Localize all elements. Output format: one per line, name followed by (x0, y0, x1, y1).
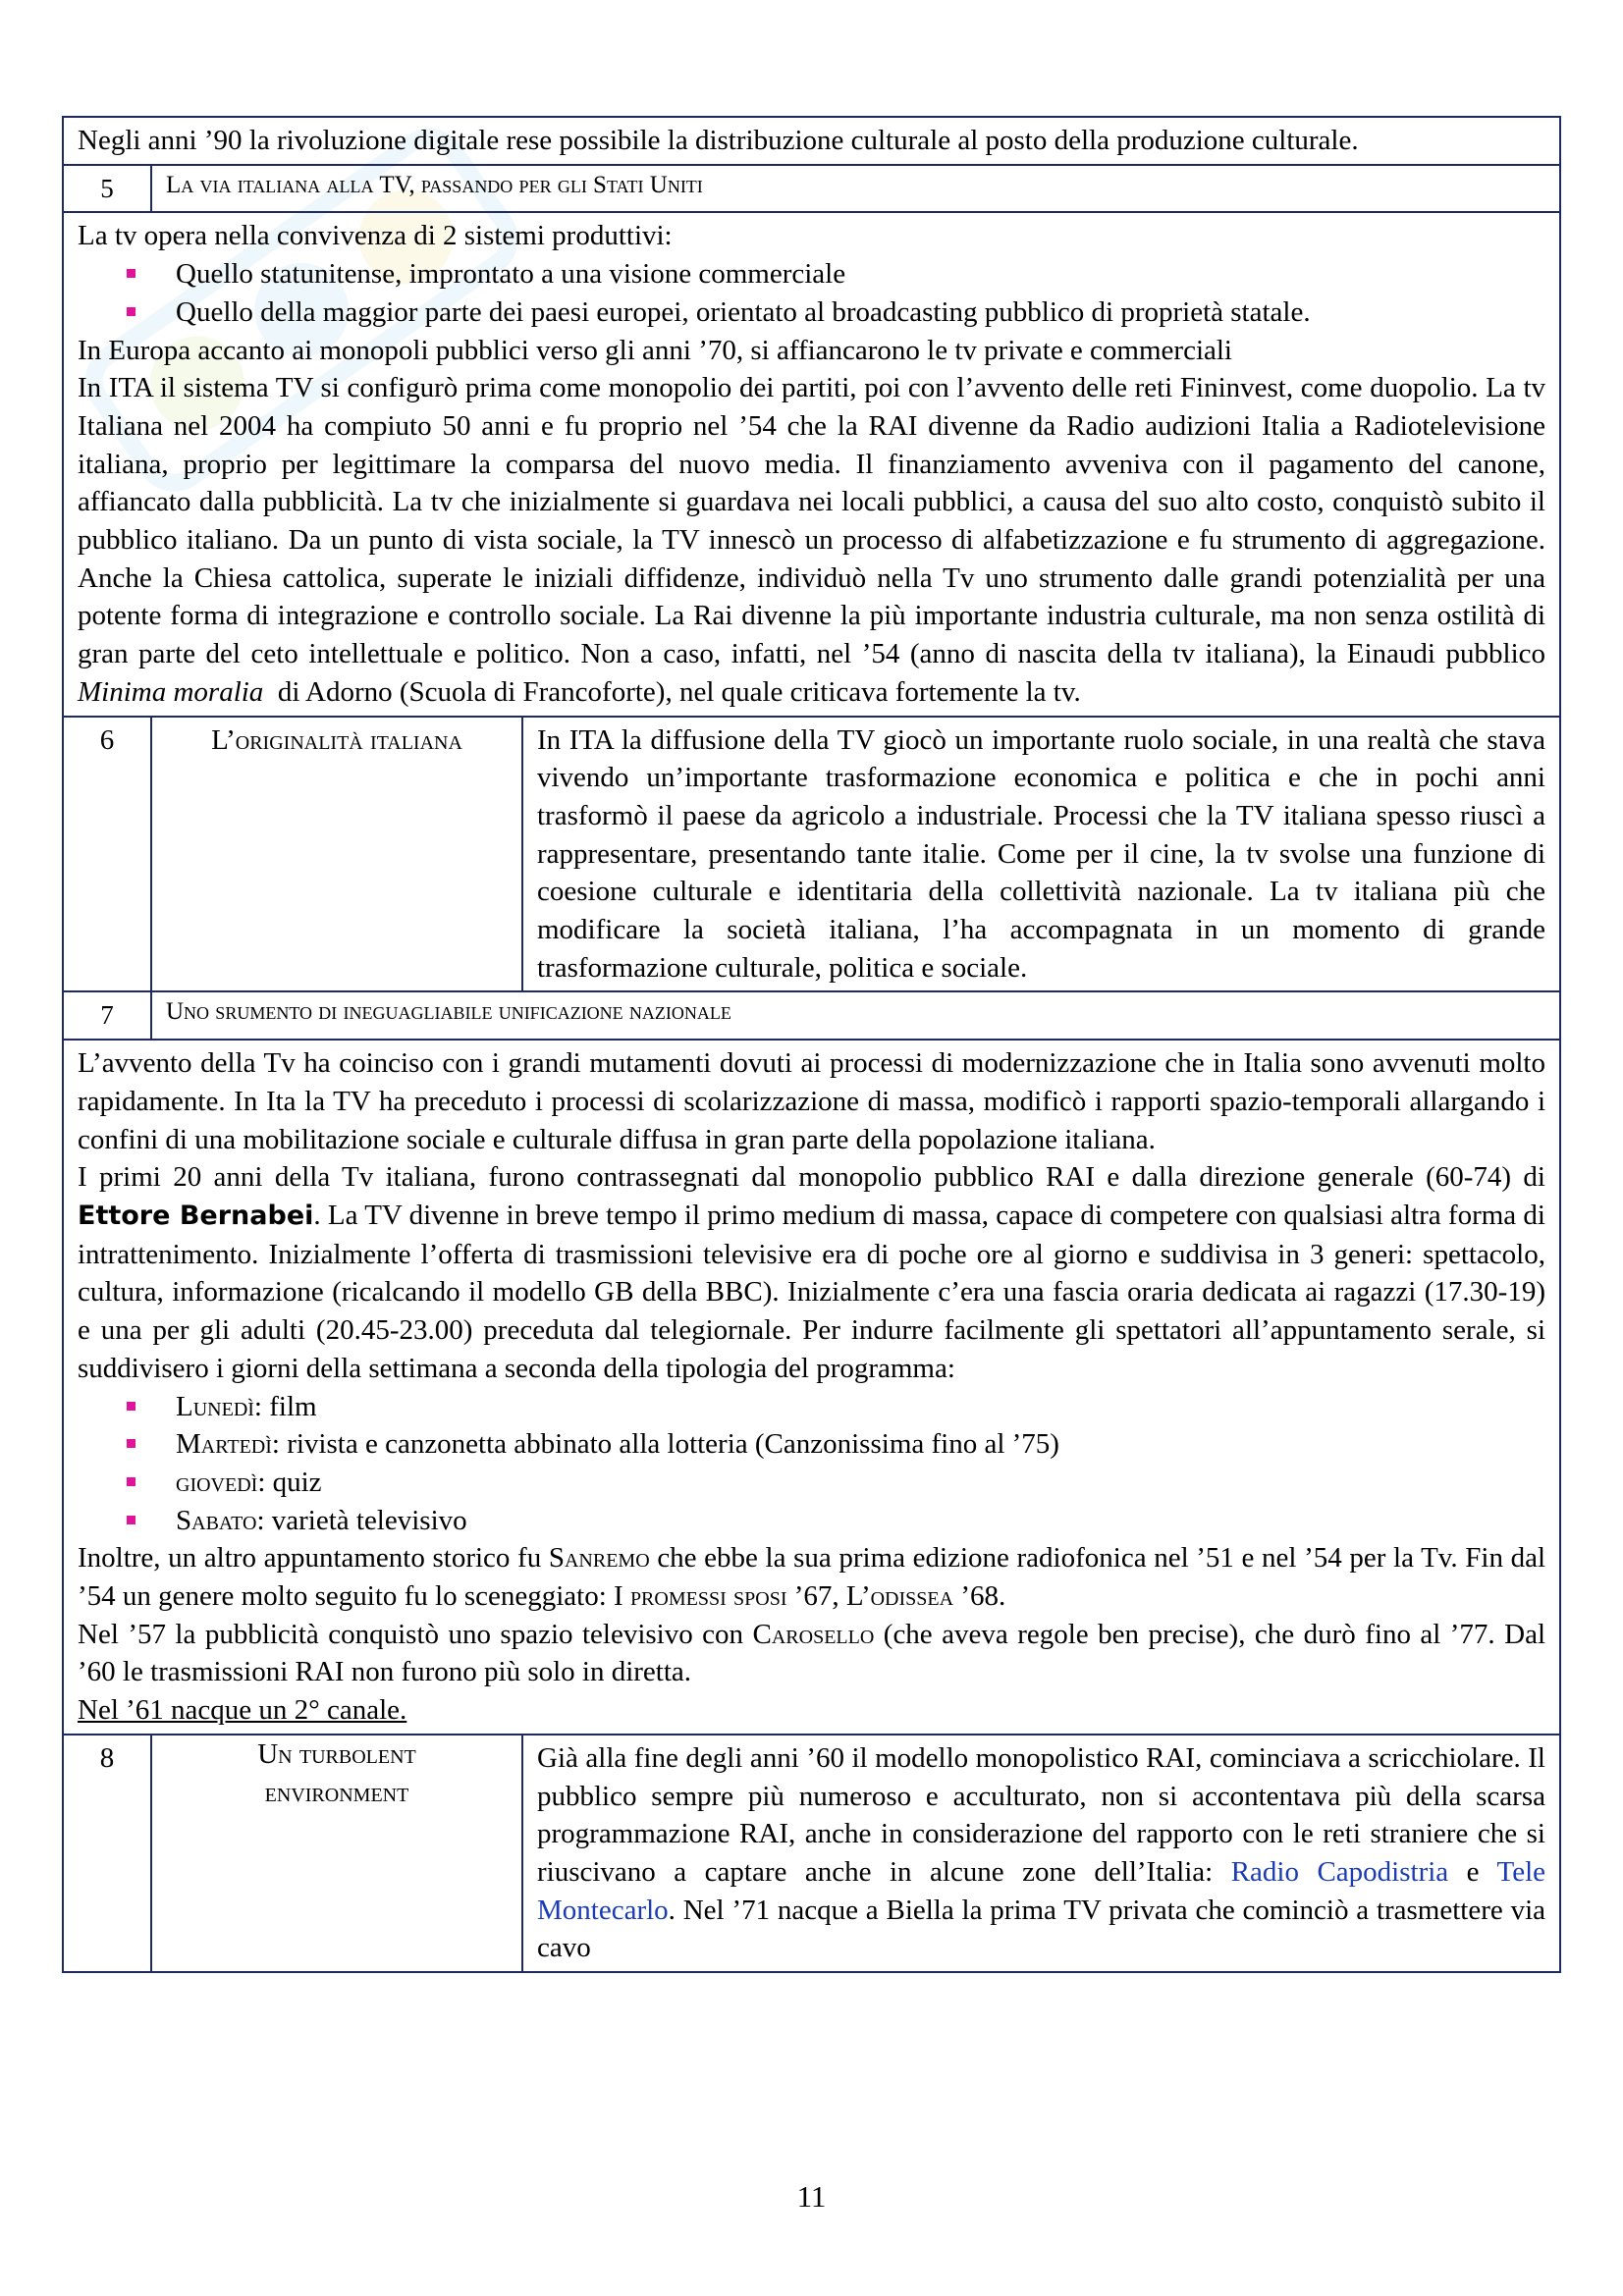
text-span: Inoltre, un altro appuntamento storico fu (78, 1542, 542, 1575)
intro-text: Negli anni ’90 la rivoluzione digitale rese possibile la distribuzione culturale al posto della produzione culturale. (63, 117, 1560, 165)
section-8-title: Un turbolent environment (151, 1735, 522, 1972)
text-span: ’68. (960, 1580, 1006, 1613)
section-8-number: 8 (63, 1735, 151, 1972)
section-7-paragraph-4 (78, 1616, 1545, 1691)
section-8-row (63, 1735, 1560, 1972)
day-desc: : varietà televisivo (256, 1504, 467, 1536)
text-span: di Adorno (Scuola di Francoforte), nel quale criticava fortemente la tv. (277, 675, 1081, 708)
section-5-paragraph: In Europa accanto ai monopoli pubblici verso gli anni ’70, si affiancarono le tv private e commerciali (78, 334, 1232, 366)
section-7-paragraph-1: L’avvento della Tv ha coinciso con i grandi mutamenti dovuti ai processi di modernizzazione che in Italia sono avvenuti molto rapidamente. In Ita la TV ha preceduto i processi di scolarizzazione di massa, modificò i rapporti spazio-temporali allargando i confini di una mobilitazione sociale e culturale diffusa in gran parte della popolazione italiana. (78, 1047, 1545, 1155)
book-title-italic: Minima moralia (78, 675, 264, 708)
day-label: Martedì (176, 1428, 272, 1461)
section-7-title: Uno srumento di ineguagliabile unificazione nazionale (151, 991, 1560, 1040)
show-name: Carosello (752, 1618, 875, 1650)
section-5-header (63, 165, 1560, 213)
section-6-row (63, 717, 1560, 992)
section-6-number: 6 (63, 717, 151, 992)
text-span: In ITA il sistema TV si configurò prima come monopolio dei partiti, poi con l’avvento delle reti Fininvest, come duopolio. La tv Italiana nel 2004 ha compiuto 50 anni e fu proprio nel ’54 che la RAI divenne da Radio audizioni Italia a Radiotelevisione italiana, proprio per legittimare la comparsa del nuovo media. Il finanziamento avveniva con il pagamento del canone, affiancato dalla pubblicità. La tv che inizialmente si guardava nei locali pubblici, a causa del suo alto costo, conquistò subito il pubblico italiano. Da un punto di vista sociale, la TV innescò un processo di alfabetizzazione e fu strumento di aggregazione. Anche la Chiesa cattolica, superate le iniziali diffidenze, individuò nella Tv uno strumento dalle grandi potenzialità per una potente forma di integrazione e controllo sociale. La Rai divenne la più importante industria culturale, ma non senza ostilità di gran parte del ceto intellettuale e politico. Non a caso, infatti, nel ’54 (anno di nascita della tv italiana), la Einaudi pubblico (78, 372, 1545, 670)
day-desc: : quiz (257, 1466, 322, 1498)
show-name: L’odissea (845, 1580, 954, 1613)
list-item: Quello statunitense, improntato a una visione commerciale (127, 255, 1545, 294)
list-item (127, 1502, 1545, 1540)
text-span: . La TV divenne in breve tempo il primo medium di massa, capace di competere con qualsiasi altra forma di intrattenimento. Inizialmente l’offerta di trasmissioni televisive era di poche ore al giorno e suddivisa in 3 generi: spettacolo, cultura, informazione (ricalcando il modello GB della BBC). Inizialmente c’era una fascia oraria dedicata ai ragazzi (17.30-19) e una per gli adulti (20.45-23.00) preceduta dal telegiornale. Per indurre facilmente gli spettatori all’appuntamento serale, si suddivisero i giorni della settimana a seconda della tipologia del programma: (78, 1199, 1545, 1384)
section-7-paragraph-5: Nel ’61 nacque un 2° canale. (78, 1694, 407, 1727)
section-7-paragraph-2 (78, 1158, 1545, 1387)
day-label: Sabato (176, 1504, 257, 1536)
day-label: Lunedì (176, 1390, 254, 1422)
person-name-bold: Ettore Bernabei (78, 1200, 314, 1231)
show-name: Sanremo (548, 1542, 650, 1575)
content-table (62, 116, 1561, 1973)
section-5-paragraph-2 (78, 369, 1545, 711)
show-name: I promessi sposi (614, 1580, 787, 1613)
channel-name: Tele Montecarlo (537, 1855, 1546, 1926)
section-5-body (63, 212, 1560, 716)
section-7-paragraph-3 (78, 1539, 1545, 1615)
list-item (127, 1388, 1545, 1426)
text-span: (che aveva regole ben precise), che durò fino al ’77. Dal ’60 le trasmissioni RAI non furono più solo in diretta. (78, 1618, 1546, 1688)
page-number: 11 (796, 2179, 827, 2214)
text-span: e (1466, 1855, 1480, 1888)
list-item (127, 1425, 1545, 1464)
section-6-text: In ITA la diffusione della TV giocò un importante ruolo sociale, in una realtà che stava vivendo un’importante trasformazione economica e politica e che in pochi anni trasformò il paese da agricolo a industriale. Processi che la TV italiana spesso riuscì a rappresentare, presentando tante italie. Come per il cine, la tv svolse una funzione di coesione culturale e identitaria della collettività nazionale. La tv italiana più che modificare la società italiana, l’ha accompagnata in un momento di grande trasformazione culturale, politica e sociale. (522, 717, 1560, 992)
day-desc: : rivista e canzonetta abbinato alla lotteria (Canzonissima fino al ’75) (271, 1428, 1059, 1461)
section-5-content (63, 212, 1560, 716)
section-7-number: 7 (63, 991, 151, 1040)
text-span: Nel ’57 la pubblicità conquistò uno spazio televisivo con (78, 1618, 744, 1650)
channel-name: Radio Capodistria (1230, 1855, 1449, 1888)
section-5-title: La via italiana alla TV, passando per gli Stati Uniti (151, 165, 1560, 213)
section-7-content (63, 1040, 1560, 1735)
section-8-text (522, 1735, 1560, 1972)
text-span: Già alla fine degli anni ’60 il modello monopolistico RAI, cominciava a scricchiolare. Il pubblico sempre più numeroso e acculturato, non si accontentava più della scarsa programmazione RAI, anche in considerazione del rapporto con le reti straniere che si riuscivano a captare anche in alcune zone dell’Italia: (537, 1741, 1545, 1888)
list-item (127, 1464, 1545, 1502)
text-span: ’67, (793, 1580, 839, 1613)
list-item: Quello della maggior parte dei paesi europei, orientato al broadcasting pubblico di proprietà statale. (127, 294, 1545, 332)
section-5-intro: La tv opera nella convivenza di 2 sistemi produttivi: (78, 220, 673, 252)
intro-row (63, 117, 1560, 165)
day-desc: : film (253, 1390, 317, 1422)
text-span: . Nel ’71 nacque a Biella la prima TV privata che cominciò a trasmettere via cavo (537, 1894, 1545, 1964)
section-5-bullet-list (78, 255, 1545, 331)
section-7-header (63, 991, 1560, 1040)
day-label: giovedì (176, 1466, 258, 1498)
weekday-list (78, 1388, 1545, 1540)
section-6-title: L’originalità italiana (151, 717, 522, 992)
section-7-body (63, 1040, 1560, 1735)
section-5-number: 5 (63, 165, 151, 213)
text-span: che ebbe la sua prima edizione radiofonica nel ’51 e nel ’54 per la Tv. Fin dal ’54 un genere molto seguito fu lo sceneggiato: (78, 1542, 1546, 1613)
text-span: I primi 20 anni della Tv italiana, furono contrassegnati dal monopolio pubblico RAI e dalla direzione generale (60-74) di (78, 1161, 1545, 1194)
